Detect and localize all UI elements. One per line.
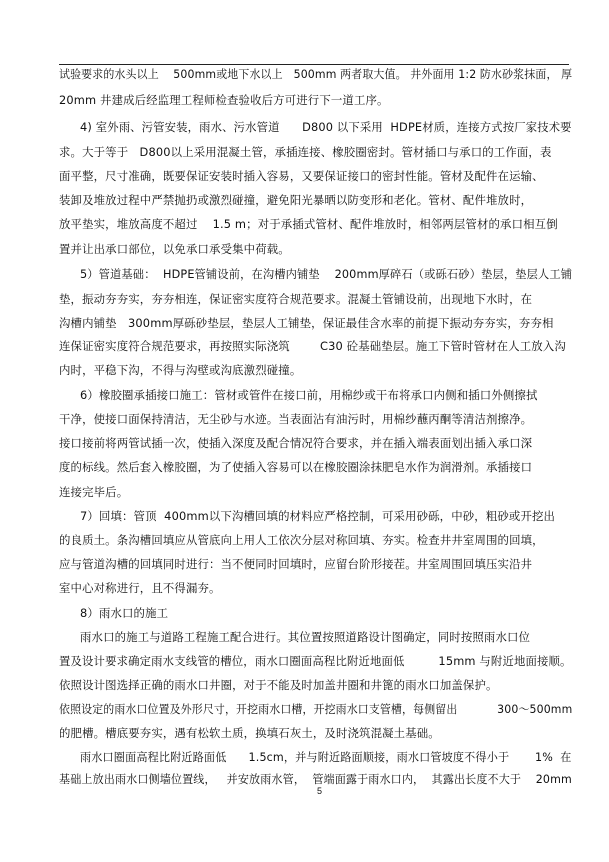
text-line: 5）管道基础： HDPE管铺设前，在沟槽内铺垫 200mm厚碎石（或砾石砂）垫层，垫层人工铺 xyxy=(80,267,573,281)
text-line: 依照设定的雨水口位置及外形尺寸，开挖雨水口槽，开挖雨水口支管槽，每侧留出 300～500mm xyxy=(59,702,573,716)
text-line: 的肥槽。槽底要夯实，遇有松软土质，换填石灰土，及时浇筑混凝土基础。 xyxy=(59,726,440,740)
text-line: 4) 室外雨、污管安装，雨水、污水管道 D800 以下采用 HDPE材质，连接方式按厂家技术要 xyxy=(80,120,572,134)
text-line: 试验要求的水头以上 500mm或地下水以上 500mm 两者取大值。 井外面用 1:2 防水砂浆抹面， 厚 xyxy=(59,67,573,81)
text-line: 的良质土。条沟槽回填应从管底向上用人工依次分层对称回填、夯实。检查井井室周围的回填， xyxy=(59,533,544,547)
text-line: 7）回填：管顶 400mm以下沟槽回填的材料应严格控制，可采用砂砾，中砂，粗砂或开挖出 xyxy=(80,509,556,523)
text-line: 连接完毕后。 xyxy=(59,485,129,499)
text-line: 室中心对称进行，且不得漏夯。 xyxy=(59,581,221,595)
text-line: 应与管道沟槽的回填同时进行：当不便同时回填时，应留台阶形接茬。井室周围回填压实沿井 xyxy=(59,557,533,571)
text-line: 求。大于等于 D800以上采用混凝土管，承插连接、橡胶圈密封。管材插口与承口的工作面，表 xyxy=(59,145,552,159)
text-line: 20mm 井建成后经监理工程师检查验收后方可进行下一道工序。 xyxy=(59,93,389,107)
text-line: 垫，振动夯夯实，夯夯相连，保证密实度符合规范要求。混凝土管铺设前，出现地下水时，在 xyxy=(59,292,533,306)
text-line: 置及设计要求确定雨水支线管的槽位，雨水口圈面高程比附近地面低 15mm 与附近地面接顺。 xyxy=(59,654,572,668)
text-line: 雨水口圈面高程比附近路面低 1.5cm，并与附近路面顺接，雨水口管坡度不得小于 1% 在 xyxy=(80,750,572,764)
text-line: 连保证密实度符合规范要求，再按照实际浇筑 C30 砼基础垫层。施工下管时管材在人工放入沟 xyxy=(59,339,566,353)
text-line: 度的标线。然后套入橡胶圈，为了使插入容易可以在橡胶圈涂抹肥皂水作为润滑剂。承插接口 xyxy=(59,460,533,474)
text-line: 雨水口的施工与道路工程施工配合进行。其位置按照道路设计图确定，同时按照雨水口位 xyxy=(80,630,531,644)
text-line: 依照设计图选择正确的雨水口井圈，对于不能及时加盖井圈和井篦的雨水口加盖保护。 xyxy=(59,678,498,692)
text-line: 装卸及堆放过程中严禁抛扔或激烈碰撞，避免阳光暴晒以防变形和老化。管材、配件堆放时， xyxy=(59,193,533,207)
text-line: 置并让出承口部位，以免承口承受集中荷载。 xyxy=(59,242,290,256)
text-line: 接口接前将两管试插一次，使插入深度及配合情况符合要求，并在插入端表面划出插入承口深 xyxy=(59,436,533,450)
text-line: 放平垫实，堆放高度不超过 1.5 m；对于承插式管材、配件堆放时，相邻两层管材的承口相互倒 xyxy=(59,217,558,231)
text-line: 内时，平稳下沟，不得与沟壁或沟底激烈碰撞。 xyxy=(59,363,302,377)
text-line: 6）橡胶圈承插接口施工：管材或管件在接口前，用棉纱或干布将承口内侧和插口外侧擦拭 xyxy=(80,388,538,402)
text-line: 干净，使接口面保持清洁，无尘砂与水迹。当表面沾有油污时，用棉纱蘸丙酮等清洁剂擦净。 xyxy=(59,412,533,426)
text-line: 8）雨水口的施工 xyxy=(80,606,169,620)
page-number: 5 xyxy=(317,786,323,796)
header-rule xyxy=(59,64,569,65)
text-line: 面平整，尺寸准确，既要保证安装时插入容易，又要保证接口的密封性能。管材及配件在运输、 xyxy=(59,169,544,183)
text-line: 基础上放出雨水口侧墙位置线， 并安放雨水管， 管端面露于雨水口内， 其露出长度不大于 20mm xyxy=(59,772,572,786)
text-line: 沟槽内铺垫 300mm厚砾砂垫层，垫层人工铺垫，保证最佳含水率的前提下振动夯夯实，夯夯相 xyxy=(59,316,554,330)
